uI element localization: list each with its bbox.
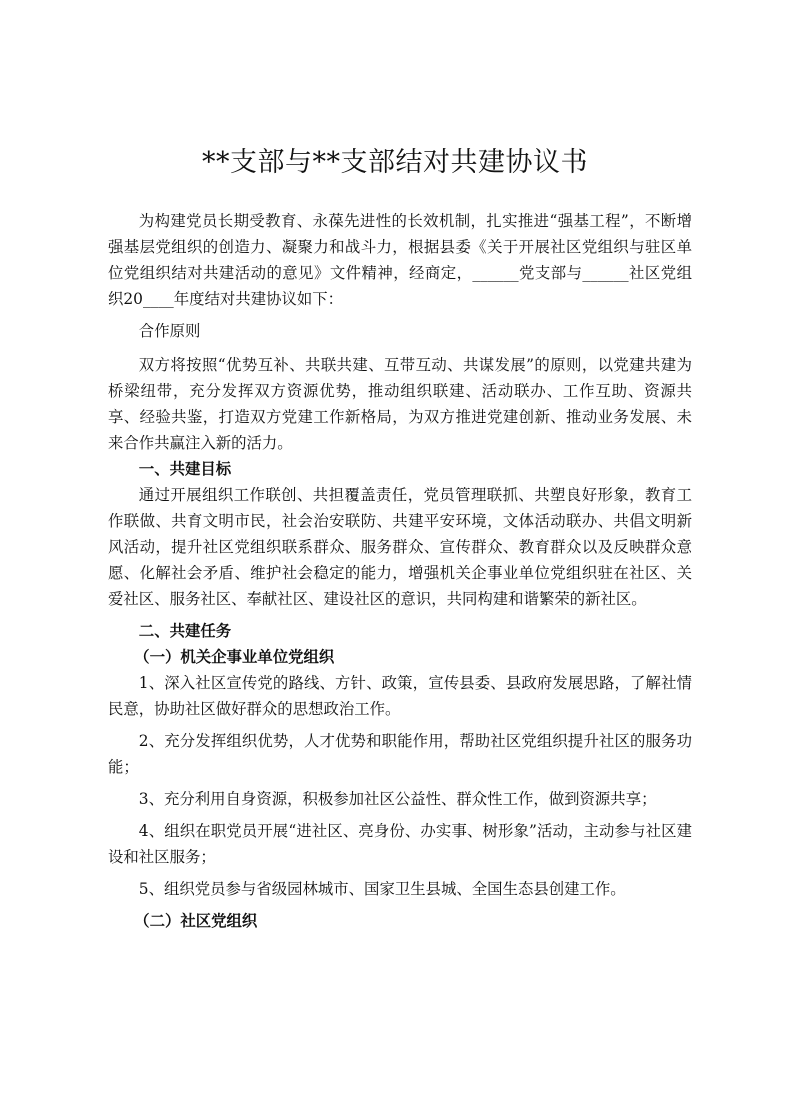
- subsection1-heading: （一）机关企事业单位党组织: [134, 648, 335, 666]
- intro-paragraph: 为构建党员长期受教育、永葆先进性的长效机制，扎实推进“强基工程”，不断增强基层党组织的创造力、凝聚力和战斗力，根据县委《关于开展社区党组织与驻区单位党组织结对共建活动的意见》文件精神，经商定，______党支部与______社区党组织20____年度结对共建协议如下：: [108, 212, 692, 308]
- principle-heading: 合作原则: [138, 322, 201, 340]
- task-item-2: 2、充分发挥组织优势，人才优势和职能作用，帮助社区党组织提升社区的服务功能；: [108, 732, 692, 776]
- task-item-3: 3、充分利用自身资源，积极参加社区公益性、群众性工作，做到资源共享；: [138, 790, 657, 808]
- document-body: [108, 208, 692, 934]
- principle-paragraph: 双方将按照“优势互补、共联共建、互带互动、共谋发展”的原则，以党建共建为桥梁纽带，充分发挥双方资源优势，推动组织联建、活动联办、工作互助、资源共享、经验共鉴，打造双方党建工作新格局，为双方推进党建创新、推动业务发展、未来合作共赢注入新的活力。: [108, 356, 692, 452]
- section2-heading: 二、共建任务: [138, 622, 232, 640]
- task-item-5: 5、组织党员参与省级园林城市、国家卫生县城、全国生态县创建工作。: [138, 880, 626, 898]
- section1-heading: 一、共建目标: [138, 460, 232, 478]
- task-item-4: 4、组织在职党员开展“进社区、亮身份、办实事、树形象”活动，主动参与社区建设和社区服务；: [108, 822, 692, 866]
- subsection2-heading: （二）社区党组织: [134, 912, 258, 930]
- document-title: **支部与**支部结对共建协议书: [202, 147, 588, 178]
- task-item-1: 1、深入社区宣传党的路线、方针、政策，宣传县委、县政府发展思路，了解社情民意，协助社区做好群众的思想政治工作。: [108, 674, 692, 718]
- section1-paragraph: 通过开展组织工作联创、共担覆盖责任，党员管理联抓、共塑良好形象，教育工作联做、共育文明市民，社会治安联防、共建平安环境，文体活动联办、共倡文明新风活动，提升社区党组织联系群众、服务群众、宣传群众、教育群众以及反映群众意愿、化解社会矛盾、维护社会稳定的能力，增强机关企事业单位党组织驻在社区、关爱社区、服务社区、奉献社区、建设社区的意识，共同构建和谐繁荣的新社区。: [108, 486, 692, 608]
